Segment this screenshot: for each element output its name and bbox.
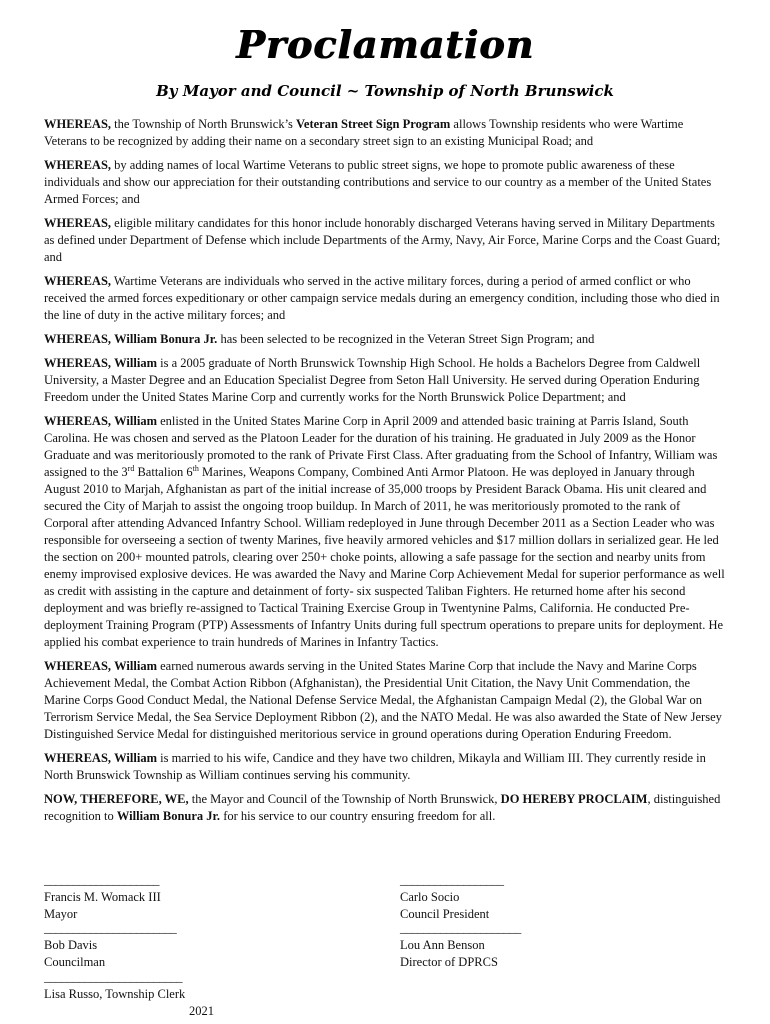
paragraph-lead: WHEREAS,	[44, 414, 112, 428]
signer-name: Lou Ann Benson	[400, 938, 485, 952]
signature-line: ________________________	[44, 970, 182, 984]
paragraph-text: Marines, Weapons Company, Combined Anti Armor Platoon. He was deployed in January through August 2010 to Marjah, Afghanistan as part of the initial increase of 35,000 troops by President Barack Obama. His unit cleared and secured the City of Marjah to assist the ongoing troop buildup. In March of 2011, he was meritoriously promoted to the rank of Corporal after attending Advanced Infantry School. William redeployed in June through December 2011 as a Section Leader who was responsible for overseeing a section of twenty Marines, five heavily armored vehicles and $17 million dollars in serialized gear. He led the section on 200+ mounted patrols, clearing over 250+ choke points, allowing a safe passage for the section and nearby units from enemy improvised explosive devices. He was awarded the Navy and Marine Corp Achievement Medal for superior performance as well as credit with assisting in the capture and detainment of forty- six suspected Taliban Fighters. He returned home after his second deployment and was briefly re-assigned to Tactical Training Exercise Group in Twentynine Palms, California. He conducted Pre-deployment Training Program (PTP) Assessments of Infantry Units during full spectrum operations to prepare units for deployment. He applied his combat experience to train hundreds of Marines in Infantry Tactics.	[44, 465, 725, 649]
paragraph-lead: WHEREAS,	[44, 659, 112, 673]
paragraph-text: has been selected to be recognized in the Veteran Street Sign Program; and	[217, 332, 595, 346]
whereas-paragraph	[44, 355, 726, 406]
paragraph-text: earned numerous awards serving in the United States Marine Corp that include the Navy and Marine Corps Achievement Medal, the Combat Action Ribbon (Afghanistan), the Presidential Unit Citation, the Navy Unit Commendation, the Marine Corps Good Conduct Medal, the National Defense Service Medal, the Afghanistan Campaign Medal (2), the Global War on Terrorism Service Medal, the Sea Service Deployment Ribbon (2), and the NATO Medal. He was also awarded the State of New Jersey Distinguished Service Medal for distinguished meritorious service in ground operations during Operation Enduring Freedom.	[44, 659, 722, 741]
bold-text: William Bonura Jr.	[114, 332, 218, 346]
paragraph-lead: WHEREAS,	[44, 332, 112, 346]
paragraph-text: eligible military candidates for this honor include honorably discharged Veterans having served in Military Departments as defined under Department of Defense which include Departments of the Army, Navy, Air Force, Marine Corps and the Coast Guard; and	[44, 216, 721, 264]
signature-mayor	[44, 872, 161, 923]
proclamation-body	[44, 116, 726, 832]
bold-text: William	[114, 659, 157, 673]
whereas-paragraph	[44, 273, 726, 324]
signer-title: Director of DPRCS	[400, 955, 498, 969]
paragraph-lead: NOW, THEREFORE, WE,	[44, 792, 189, 806]
whereas-paragraph	[44, 116, 726, 150]
paragraph-text: Battalion 6	[134, 465, 193, 479]
signer-name: Carlo Socio	[400, 890, 460, 904]
signature-line: ____________________	[44, 873, 159, 887]
paragraph-text: the Township of North Brunswick’s	[111, 117, 297, 131]
signature-line: __________________	[400, 873, 504, 887]
paragraph-text: , distinguished recognition to	[44, 792, 721, 823]
paragraph-lead: WHEREAS,	[44, 158, 112, 172]
whereas-paragraph	[44, 791, 726, 825]
paragraph-lead: WHEREAS,	[44, 356, 112, 370]
signer-name: Francis M. Womack III	[44, 890, 161, 904]
signature-council-president	[400, 872, 504, 923]
bold-text: William	[114, 414, 157, 428]
paragraph-text: is a 2005 graduate of North Brunswick Township High School. He holds a Bachelors Degree from Caldwell University, a Master Degree and an Education Specialist Degree from Seton Hall University. He served during Operation Enduring Freedom under the United States Marine Corp and currently works for the North Brunswick Police Department; and	[44, 356, 701, 404]
signer-name: Bob Davis	[44, 938, 98, 952]
paragraph-lead: WHEREAS,	[44, 274, 112, 288]
signer-title: Council President	[400, 907, 490, 921]
paragraph-text: Wartime Veterans are individuals who served in the active military forces, during a period of armed conflict or who received the armed forces expeditionary or other campaign service medals during an emergency condition, including those who died in the line of duty in the active military forces; and	[44, 274, 720, 322]
paragraph-text: allows Township residents who were Wartime Veterans to be recognized by adding their name on a secondary street sign to an existing Municipal Road; and	[44, 117, 684, 148]
signer-title: Councilman	[44, 955, 106, 969]
whereas-paragraph	[44, 413, 726, 651]
ordinal-suffix: th	[192, 463, 199, 473]
bold-text: Veteran Street Sign Program	[296, 117, 451, 131]
whereas-paragraph	[44, 331, 726, 348]
signature-line: _____________________	[400, 921, 521, 935]
signer-name: Lisa Russo, Township Clerk	[44, 987, 186, 1001]
paragraph-lead: WHEREAS,	[44, 216, 112, 230]
bold-text: William	[114, 356, 157, 370]
paragraph-text: the Mayor and Council of the Township of North Brunswick,	[188, 792, 501, 806]
signature-clerk	[44, 969, 214, 1020]
whereas-paragraph	[44, 215, 726, 266]
signature-line: _______________________	[44, 921, 177, 935]
paragraph-text: enlisted in the United States Marine Corp in April 2009 and attended basic training at Parris Island, South Carolina. He was chosen and served as the Platoon Leader for the duration of his training. He graduated in July 2009 as the Honor Graduate and was meritoriously promoted to the rank of Private First Class. After graduating from the School of Infantry, William was assigned to the 3	[44, 414, 718, 479]
ordinal-suffix: rd	[127, 463, 135, 473]
whereas-paragraph	[44, 658, 726, 743]
page-subtitle: By Mayor and Council ~ Township of North Brunswick	[156, 82, 614, 100]
whereas-paragraph	[44, 157, 726, 208]
bold-text: DO HEREBY PROCLAIM	[500, 792, 648, 806]
whereas-paragraph	[44, 750, 726, 784]
bold-text: William	[114, 751, 157, 765]
bold-text: William Bonura Jr.	[116, 809, 221, 823]
page-title: Proclamation	[236, 22, 534, 67]
paragraph-text: for his service to our country ensuring freedom for all.	[220, 809, 496, 823]
paragraph-lead: WHEREAS,	[44, 117, 112, 131]
paragraph-text: by adding names of local Wartime Veterans to public street signs, we hope to promote public awareness of these individuals and show our appreciation for their outstanding contributions and service to our country as a member of the United States Armed Forces; and	[44, 158, 712, 206]
signer-title: Mayor	[44, 907, 78, 921]
paragraph-lead: WHEREAS,	[44, 751, 112, 765]
proclamation-year: 2021	[189, 1004, 214, 1018]
signature-director	[400, 920, 521, 971]
paragraph-text: is married to his wife, Candice and they have two children, Mikayla and William III. They currently reside in North Brunswick Township as William continues serving his community.	[44, 751, 706, 782]
signature-councilman	[44, 920, 176, 971]
